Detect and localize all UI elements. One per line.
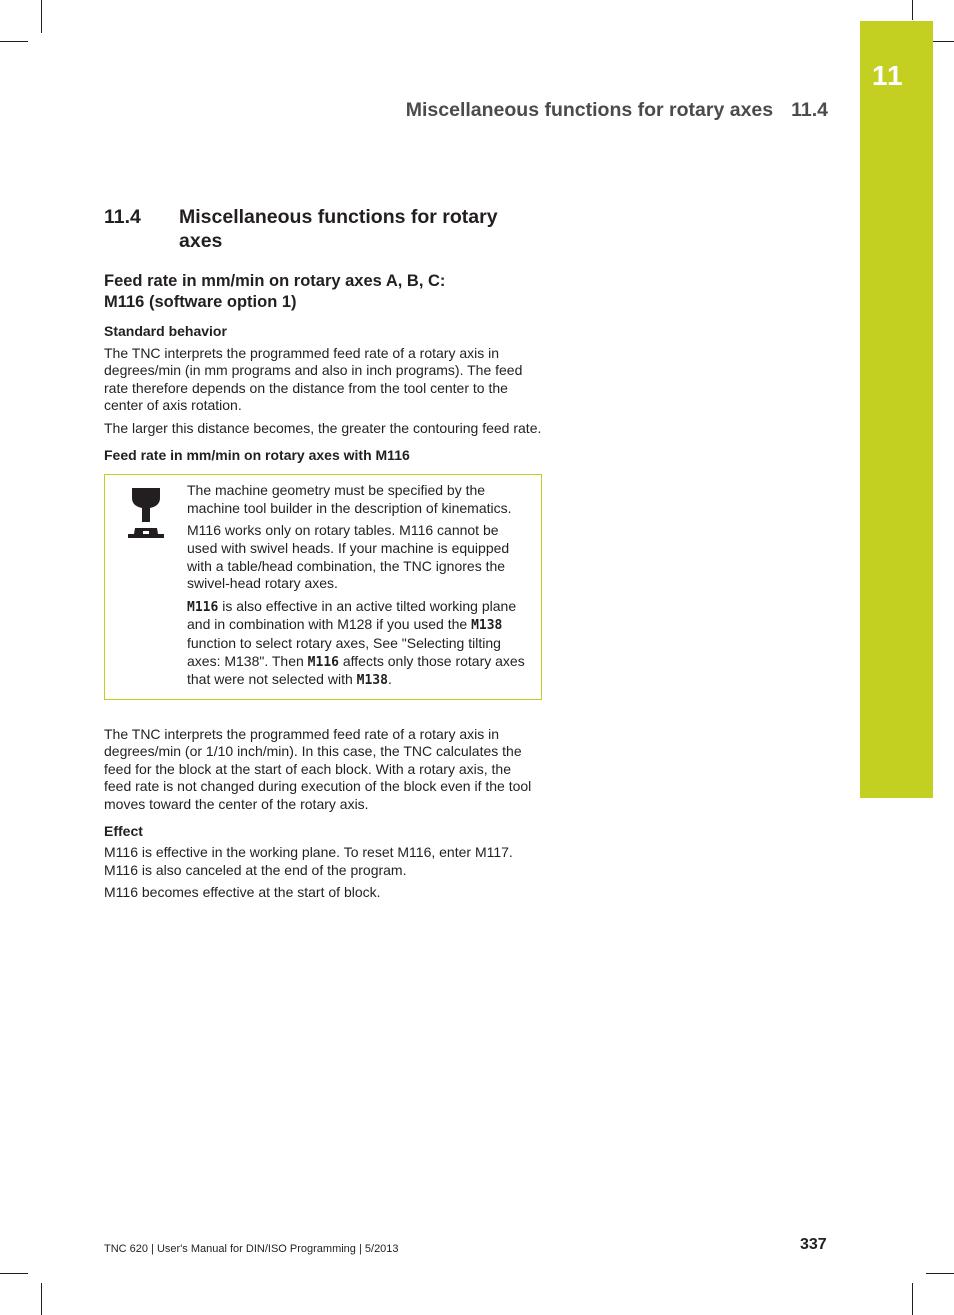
standard-behavior-paragraph-2: The larger this distance becomes, the greater the contouring feed rate. [104,419,542,436]
page-number: 337 [800,1236,827,1253]
crop-mark [41,1283,42,1315]
effect-paragraph-2: M116 becomes effective at the start of block. [104,884,381,901]
running-head-title: Miscellaneous functions for rotary axes [405,99,774,121]
crop-mark [912,0,913,20]
running-head [406,99,828,122]
note-paragraph-3 [187,598,529,690]
section-title-line1: Miscellaneous functions for rotary [179,206,498,228]
code-m116: M116 [187,599,219,615]
code-m138: M138 [356,673,388,689]
section-title [104,205,542,253]
crop-mark [0,41,28,42]
running-head-number: 11.4 [791,99,828,121]
effect-paragraph-1: M116 is effective in the working plane. To reset M116, enter M117. M116 is also canceled at the end of the program. [104,844,513,878]
footer-text: TNC 620 | User's Manual for DIN/ISO Programming | 5/2013 [104,1243,399,1255]
subsection-title [104,271,542,313]
standard-behavior-paragraph-1: The TNC interprets the programmed feed rate of a rotary axis in degrees/min (in mm programs and also in inch programs). The feed rate therefore depends on the distance from the tool center to the center of axis rotation. [104,344,523,414]
note-paragraph-1: The machine geometry must be specified by the machine tool builder in the description of kinematics. [187,482,512,516]
m116-heading: Feed rate in mm/min on rotary axes with M116 [104,446,410,463]
section-title-text [179,205,498,253]
note-text-run: is also effective in an active tilted working plane and in combination with M128 if you used the [187,597,517,633]
standard-behavior-heading: Standard behavior [104,323,227,339]
note-text-run: affects only those rotary axes that were not selected with [187,652,525,688]
crop-mark [41,0,42,33]
chapter-number: 11 [872,60,904,91]
machine-note-box [104,474,542,700]
note-text [187,482,529,690]
note-text-run: function to select rotary axes, See "Selecting tilting axes: M138". Then [187,634,501,669]
machine-tool-icon [105,482,187,690]
main-content [104,205,542,907]
section-number: 11.4 [104,206,141,228]
code-m138: M138 [471,618,503,634]
effect-heading: Effect [104,822,143,839]
crop-mark [0,1273,28,1274]
section-title-line2: axes [179,230,223,252]
subsection-title-line1: Feed rate in mm/min on rotary axes A, B, C: [104,272,446,290]
note-text-run: . [387,671,392,688]
crop-mark [926,1273,954,1274]
subsection-title-line2: M116 (software option 1) [104,293,297,311]
note-paragraph-2: M116 works only on rotary tables. M116 cannot be used with swivel heads. If your machine is equipped with a table/head combination, the TNC ignores the swivel-head rotary axes. [187,522,510,592]
crop-mark [912,1283,913,1315]
chapter-tab [860,21,933,798]
m116-paragraph: The TNC interprets the programmed feed rate of a rotary axis in degrees/min (or 1/10 inch/min). In this case, the TNC calculates the feed for the block at the start of each block. With a rotary axis, the feed rate is not changed during execution of the block even if the tool moves toward the center of the rotary axis. [104,725,532,813]
code-m116: M116 [307,654,339,670]
